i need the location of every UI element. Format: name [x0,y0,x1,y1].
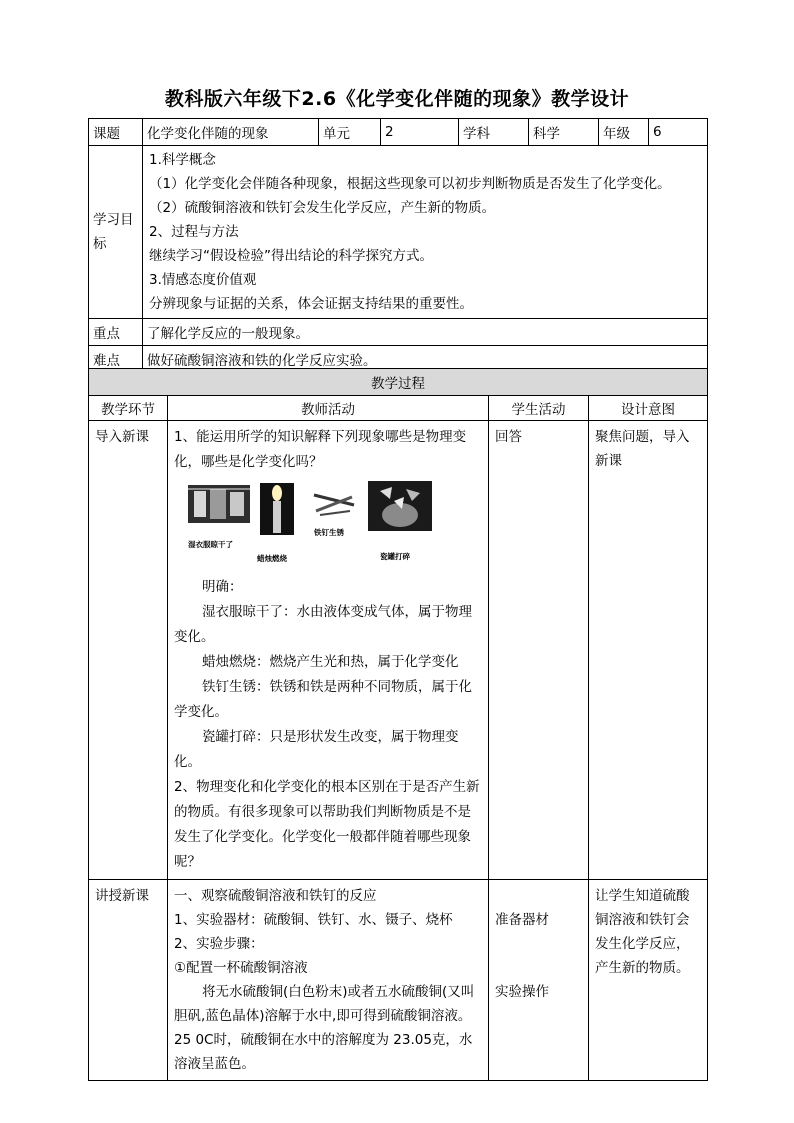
phenomena-photos [174,479,482,569]
broken-jar-photo [368,481,432,531]
intro-question-1: 1、能运用所学的知识解释下列现象哪些是物理变化，哪些是化学变化吗？ [174,429,467,470]
topic-label: 课题 [89,119,143,146]
page-title: 教科版六年级下2.6《化学变化伴随的现象》教学设计 [164,88,630,110]
goals-label-text: 学习目标 [93,212,134,252]
rusty-nails-photo [312,489,356,517]
col-header-stage: 教学环节 [89,396,168,421]
student-step-operate: 实验操作 [495,984,549,1000]
lecture-line: ①配置一杯硫酸铜溶液 [174,960,308,976]
goal-line: 2、过程与方法 [149,224,239,240]
grade-label: 年级 [599,119,649,146]
key-point-label: 重点 [89,319,143,346]
col-header-teacher: 教师活动 [168,396,489,421]
intro-student-activity: 回答 [489,421,589,880]
lecture-intent: 让学生知道硫酸铜溶液和铁钉会发生化学反应，产生新的物质。 [589,880,708,1081]
col-header-intent: 设计意图 [589,396,708,421]
candle-photo [260,483,294,535]
wet-clothes-photo [188,485,250,523]
topic-value: 化学变化伴随的现象 [143,119,319,146]
goal-line: 继续学习“假设检验”得出结论的科学探究方式。 [149,248,433,264]
key-point-text: 了解化学反应的一般现象。 [143,319,708,346]
lecture-student-activity [489,880,589,1081]
caption-rusty-nails: 铁钉生锈 [314,528,344,537]
process-header: 教学过程 [89,369,708,396]
caption-candle: 蜡烛燃烧 [257,554,287,563]
difficulty-text: 做好硫酸铜溶液和铁的化学反应实验。 [143,346,708,373]
student-step-prepare: 准备器材 [495,912,549,928]
goals-label [89,146,143,319]
unit-value: 2 [381,119,459,146]
lecture-line: 1、实验器材：硫酸铜、铁钉、水、镊子、烧杯 [174,912,453,928]
explanation-3: 铁钉生锈：铁锈和铁是两种不同物质，属于化学变化。 [174,679,472,720]
goal-line: 分辨现象与证据的关系，体会证据支持结果的重要性。 [149,296,473,312]
explanation-1: 湿衣服晾干了：水由液体变成气体，属于物理变化。 [174,604,472,645]
clarify-label: 明确： [202,579,243,595]
lecture-line: 2、实验步骤： [174,936,264,952]
explanation-2: 蜡烛燃烧：燃烧产生光和热，属于化学变化 [202,654,459,670]
goal-line: （1）化学变化会伴随各种现象，根据这些现象可以初步判断物质是否发生了化学变化。 [149,176,671,192]
col-header-student: 学生活动 [489,396,589,421]
goal-line: 3.情感态度价值观 [149,272,257,288]
caption-wet-clothes: 湿衣服晾干了 [188,540,233,549]
intro-teacher-activity [168,421,489,880]
goal-line: 1.科学概念 [149,152,216,168]
process-table [88,368,708,1081]
unit-label: 单元 [319,119,381,146]
info-table [88,118,708,373]
subject-label: 学科 [459,119,529,146]
lecture-paragraph: 将无水硫酸铜(白色粉末)或者五水硫酸铜(又叫胆矾,蓝色晶体)溶解于水中,即可得到硫酸铜溶液。25 0C时，硫酸铜在水中的溶解度为 23.05克，水溶液呈蓝色。 [174,984,475,1072]
intro-question-2: 2、物理变化和化学变化的根本区别在于是否产生新的物质。有很多现象可以帮助我们判断物质是不是发生了化学变化。化学变化一般都伴随着哪些现象呢？ [174,779,480,870]
goal-line: （2）硫酸铜溶液和铁钉会发生化学反应，产生新的物质。 [149,200,496,216]
lecture-stage: 讲授新课 [89,880,168,1081]
lecture-line: 一、观察硫酸铜溶液和铁钉的反应 [174,888,377,904]
grade-value: 6 [649,119,708,146]
explanation-4: 瓷罐打碎：只是形状发生改变，属于物理变化。 [174,729,459,770]
subject-value: 科学 [529,119,599,146]
intro-stage: 导入新课 [89,421,168,880]
intro-intent: 聚焦问题，导入新课 [589,421,708,880]
difficulty-label: 难点 [89,346,143,373]
goals-content [143,146,708,319]
lecture-teacher-activity [168,880,489,1081]
caption-broken-jar: 瓷罐打碎 [380,552,410,561]
